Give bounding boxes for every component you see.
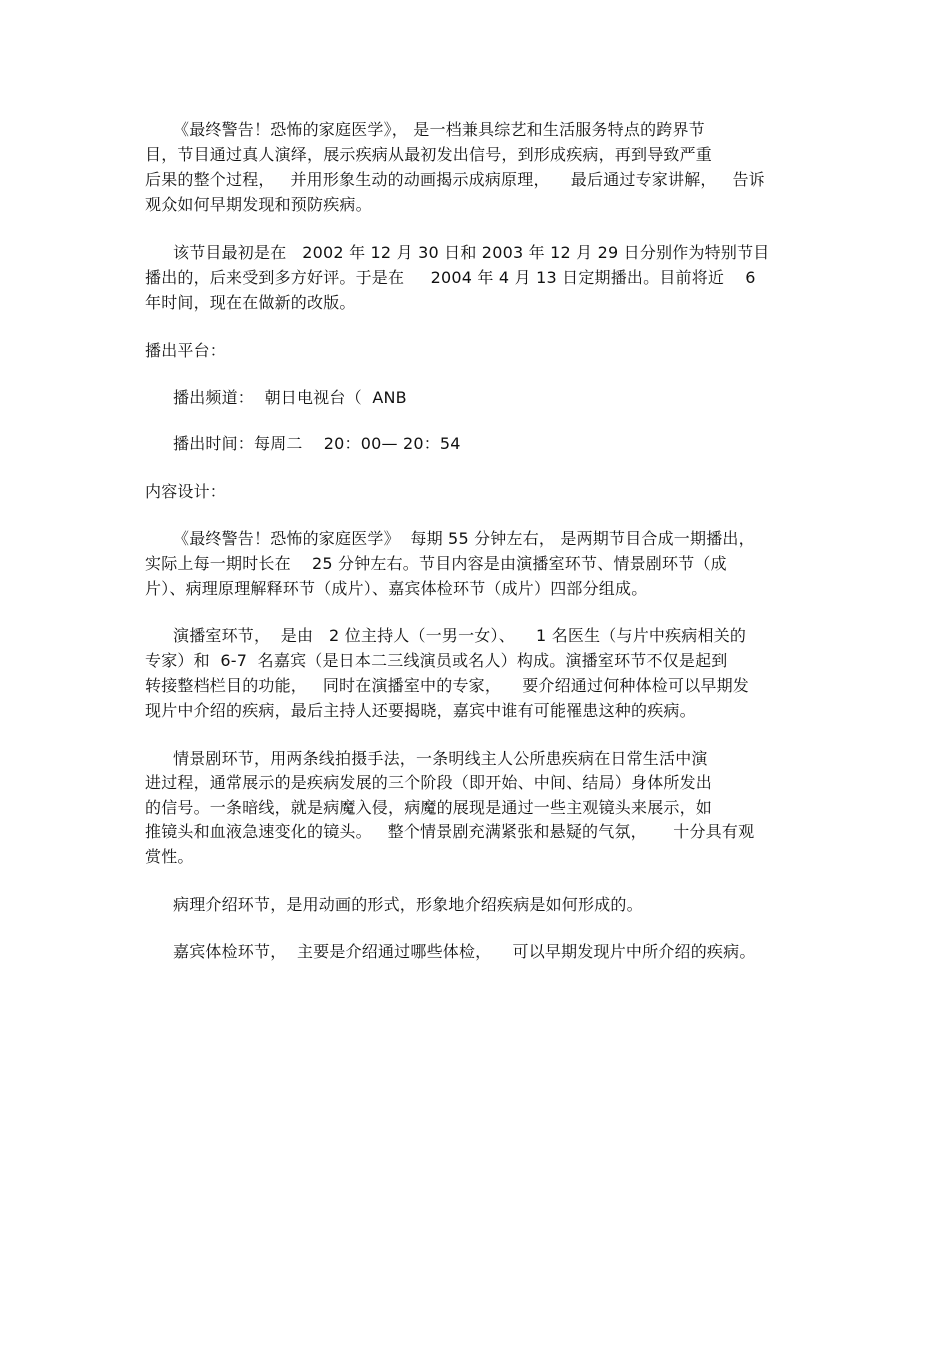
format-line-2: 实际上每一期时长在 25 分钟左右。节目内容是由演播室环节、情景剧环节（成 [145,554,727,573]
pathology-line: 病理介绍环节，是用动画的形式，形象地介绍疾病是如何形成的。 [173,895,643,914]
drama-line-3: 的信号。一条暗线，就是病魔入侵，病魔的展现是通过一些主观镜头来展示，如 [145,798,713,817]
format-line-3: 片）、病理原理解释环节（成片）、嘉宾体检环节（成片）四部分组成。 [145,579,648,598]
format-line-1: 《最终警告！恐怖的家庭医学》 每期 55 分钟左右， 是两期节目合成一期播出， [173,529,755,548]
intro-line-4: 观众如何早期发现和预防疾病。 [145,195,372,214]
channel-line: 播出频道： 朝日电视台（ ANB [173,388,407,407]
history-line-1: 该节目最初是在 2002 年 12 月 30 日和 2003 年 12 月 29 日分别作为特别节目 [173,243,770,262]
content-heading: 内容设计： [145,482,227,501]
intro-line-3: 后果的整个过程， 并用形象生动的动画揭示成病原理， 最后通过专家讲解， 告诉 [145,170,765,189]
studio-line-2: 专家）和 6-7 名嘉宾（是日本二三线演员或名人）构成。演播室环节不仅是起到 [145,651,728,670]
studio-line-4: 现片中介绍的疾病，最后主持人还要揭晓，嘉宾中谁有可能罹患这种的疾病。 [145,701,696,720]
intro-line-2: 目，节目通过真人演绎，展示疾病从最初发出信号，到形成疾病，再到导致严重 [145,145,713,164]
platform-heading: 播出平台： [145,341,227,360]
history-line-3: 年时间，现在在做新的改版。 [145,293,356,312]
airtime-line: 播出时间：每周二 20：00— 20：54 [173,434,461,453]
checkup-line: 嘉宾体检环节， 主要是介绍通过哪些体检， 可以早期发现片中所介绍的疾病。 [173,942,756,961]
drama-line-1: 情景剧环节，用两条线拍摄手法，一条明线主人公所患疾病在日常生活中演 [173,749,708,768]
drama-line-5: 赏性。 [145,847,194,866]
history-line-2: 播出的，后来受到多方好评。于是在 2004 年 4 月 13 日定期播出。目前将近 6 [145,268,756,287]
drama-line-2: 进过程，通常展示的是疾病发展的三个阶段（即开始、中间、结局）身体所发出 [145,773,713,792]
studio-line-1: 演播室环节， 是由 2 位主持人（一男一女）、 1 名医生（与片中疾病相关的 [173,626,747,645]
drama-line-4: 推镜头和血液急速变化的镜头。 整个情景剧充满紧张和悬疑的气氛， 十分具有观 [145,822,755,841]
studio-line-3: 转接整档栏目的功能， 同时在演播室中的专家， 要介绍通过何种体检可以早期发 [145,676,750,695]
intro-line-1: 《最终警告！恐怖的家庭医学》， 是一档兼具综艺和生活服务特点的跨界节 [173,120,705,139]
